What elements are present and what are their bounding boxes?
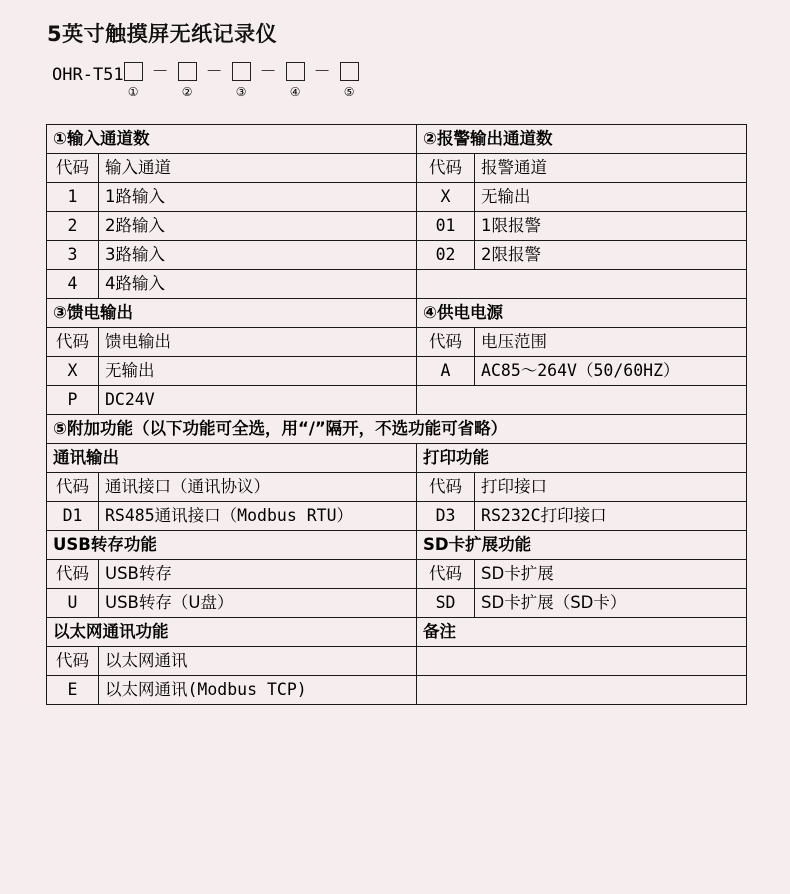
table-row	[47, 473, 747, 502]
feed-output-name: DC24V	[99, 386, 417, 415]
power-supply-name: AC85～264V（50/60HZ）	[475, 357, 747, 386]
alarm-outputs-header: ②报警输出通道数	[417, 125, 747, 154]
alarm-output-name: 2限报警	[475, 241, 747, 270]
sd-code-header: 代码	[417, 560, 475, 589]
comm-name: RS485通讯接口（Modbus RTU）	[99, 502, 417, 531]
table-row	[47, 531, 747, 560]
model-separator: －	[313, 62, 331, 82]
model-prefix: OHR-T51	[52, 65, 124, 85]
input-channels-name-header: 输入通道	[99, 154, 417, 183]
input-channel-name: 1路输入	[99, 183, 417, 212]
ethernet-function-header: 以太网通讯功能	[47, 618, 417, 647]
feed-output-code: X	[47, 357, 99, 386]
print-name-header: 打印接口	[475, 473, 747, 502]
alarm-outputs-name-header: 报警通道	[475, 154, 747, 183]
feed-output-code-header: 代码	[47, 328, 99, 357]
model-slot-number: ③	[235, 85, 247, 99]
empty-cell	[417, 647, 747, 676]
input-channels-header: ①输入通道数	[47, 125, 417, 154]
model-slot-number: ⑤	[343, 85, 355, 99]
table-row	[47, 125, 747, 154]
extra-functions-header: ⑤附加功能（以下功能可全选，用“/”隔开，不选功能可省略）	[47, 415, 747, 444]
table-row	[47, 676, 747, 705]
page-title: 5英寸触摸屏无纸记录仪	[47, 22, 278, 46]
table-row	[47, 647, 747, 676]
print-function-header: 打印功能	[417, 444, 747, 473]
comm-output-header: 通讯输出	[47, 444, 417, 473]
sd-function-header: SD卡扩展功能	[417, 531, 747, 560]
alarm-output-code: X	[417, 183, 475, 212]
empty-cell	[417, 386, 747, 415]
power-supply-code-header: 代码	[417, 328, 475, 357]
model-slot-box	[232, 62, 251, 81]
input-channel-code: 1	[47, 183, 99, 212]
table-row	[47, 270, 747, 299]
power-supply-name-header: 电压范围	[475, 328, 747, 357]
model-separator: －	[151, 62, 169, 82]
table-row	[47, 357, 747, 386]
alarm-output-name: 无输出	[475, 183, 747, 212]
input-channel-name: 4路输入	[99, 270, 417, 299]
alarm-outputs-code-header: 代码	[417, 154, 475, 183]
table-row	[47, 212, 747, 241]
table-row	[47, 154, 747, 183]
comm-code-header: 代码	[47, 473, 99, 502]
model-slot-number: ④	[289, 85, 301, 99]
comm-code: D1	[47, 502, 99, 531]
alarm-output-name: 1限报警	[475, 212, 747, 241]
feed-output-header: ③馈电输出	[47, 299, 417, 328]
ethernet-name: 以太网通讯(Modbus TCP)	[99, 676, 417, 705]
remark-header: 备注	[417, 618, 747, 647]
sd-code: SD	[417, 589, 475, 618]
model-code-row	[52, 62, 359, 99]
model-slot-2	[178, 62, 197, 99]
table-row	[47, 386, 747, 415]
usb-name: USB转存（U盘）	[99, 589, 417, 618]
table-row	[47, 444, 747, 473]
table-row	[47, 502, 747, 531]
alarm-output-code: 02	[417, 241, 475, 270]
comm-name-header: 通讯接口（通讯协议）	[99, 473, 417, 502]
alarm-output-code: 01	[417, 212, 475, 241]
empty-cell	[417, 270, 747, 299]
table-row	[47, 618, 747, 647]
table-row	[47, 328, 747, 357]
print-name: RS232C打印接口	[475, 502, 747, 531]
input-channels-code-header: 代码	[47, 154, 99, 183]
model-slot-box	[178, 62, 197, 81]
usb-name-header: USB转存	[99, 560, 417, 589]
sd-name: SD卡扩展（SD卡）	[475, 589, 747, 618]
model-slot-number: ①	[127, 85, 139, 99]
usb-code-header: 代码	[47, 560, 99, 589]
model-slot-box	[286, 62, 305, 81]
ethernet-code: E	[47, 676, 99, 705]
model-slot-3	[232, 62, 251, 99]
table-row	[47, 560, 747, 589]
feed-output-code: P	[47, 386, 99, 415]
model-slot-number: ②	[181, 85, 193, 99]
sd-name-header: SD卡扩展	[475, 560, 747, 589]
input-channel-code: 2	[47, 212, 99, 241]
power-supply-header: ④供电电源	[417, 299, 747, 328]
feed-output-name: 无输出	[99, 357, 417, 386]
model-slot-5	[340, 62, 359, 99]
table-row	[47, 299, 747, 328]
model-slot-box	[340, 62, 359, 81]
input-channel-name: 3路输入	[99, 241, 417, 270]
model-separator: －	[259, 62, 277, 82]
table-row	[47, 241, 747, 270]
usb-function-header: USB转存功能	[47, 531, 417, 560]
specification-table	[46, 124, 747, 705]
input-channel-code: 4	[47, 270, 99, 299]
table-row	[47, 183, 747, 212]
model-slot-box	[124, 62, 143, 81]
input-channel-name: 2路输入	[99, 212, 417, 241]
input-channel-code: 3	[47, 241, 99, 270]
print-code: D3	[417, 502, 475, 531]
model-slot-1	[124, 62, 143, 99]
ethernet-name-header: 以太网通讯	[99, 647, 417, 676]
print-code-header: 代码	[417, 473, 475, 502]
usb-code: U	[47, 589, 99, 618]
table-row	[47, 415, 747, 444]
ethernet-code-header: 代码	[47, 647, 99, 676]
model-slot-4	[286, 62, 305, 99]
empty-cell	[417, 676, 747, 705]
power-supply-code: A	[417, 357, 475, 386]
model-separator: －	[205, 62, 223, 82]
feed-output-name-header: 馈电输出	[99, 328, 417, 357]
table-row	[47, 589, 747, 618]
